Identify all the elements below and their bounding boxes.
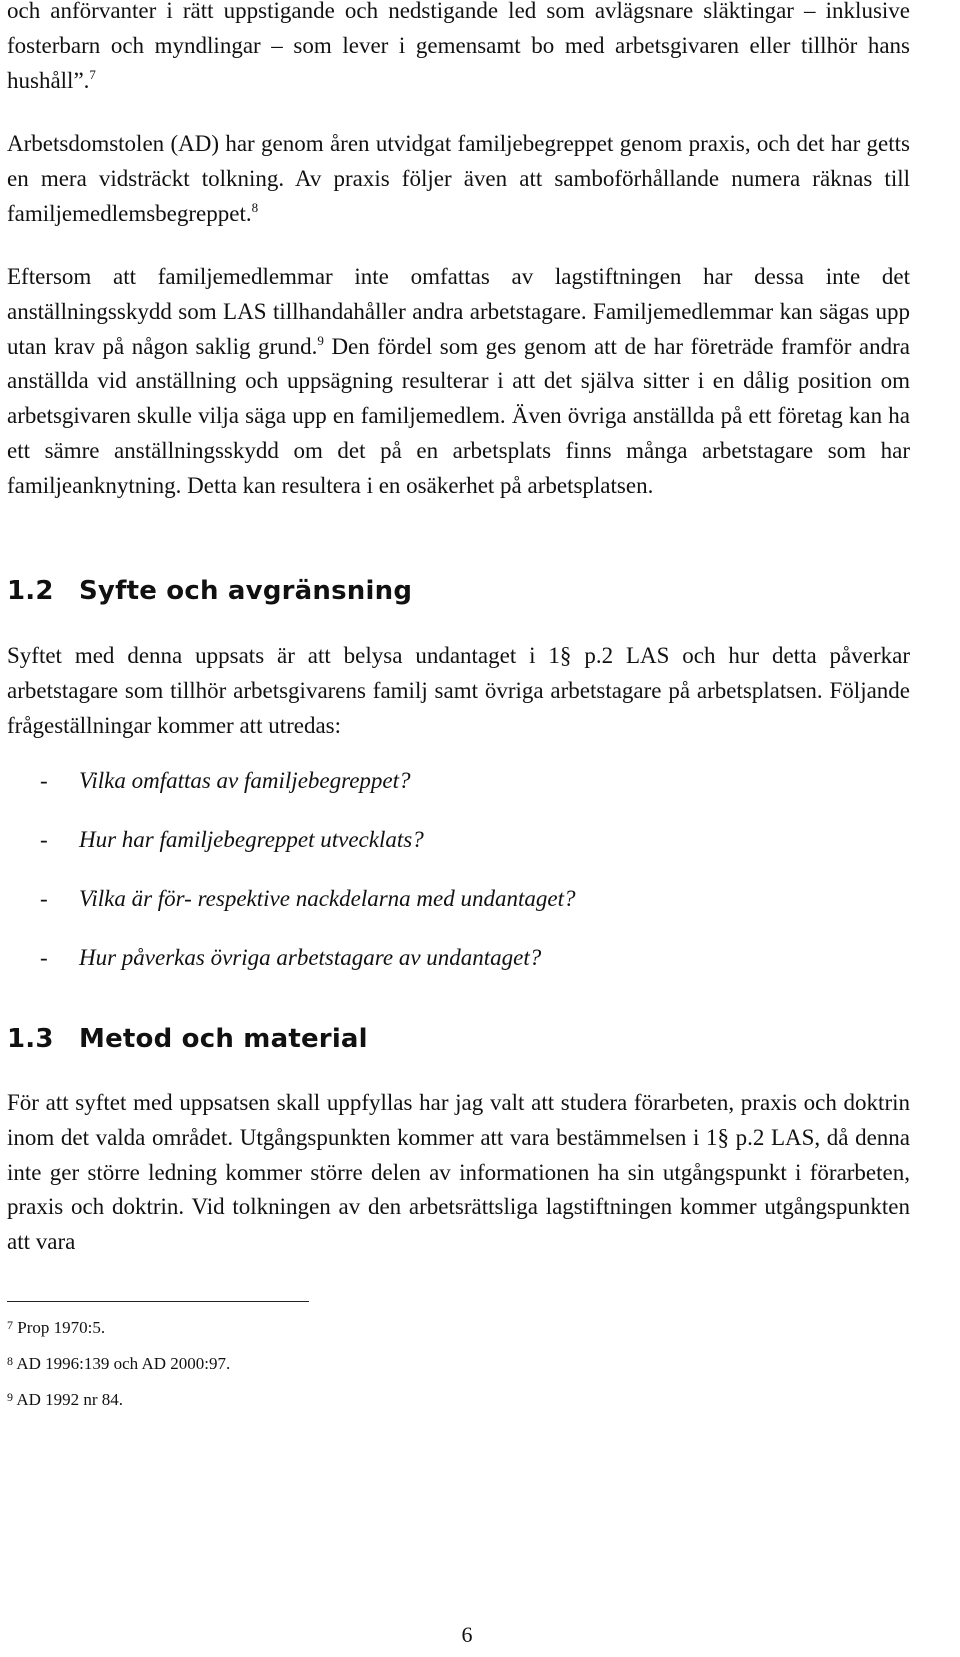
paragraph-text: Eftersom att familjemedlemmar inte omfattas av lagstiftningen har dessa inte det anställningsskydd som LAS tillhandahåller andra arbetstagare. Familjemedlemmar kan sägas upp utan krav på någon saklig grund. — [7, 264, 910, 359]
footnote-number: 7 — [7, 1318, 13, 1332]
list-item — [7, 882, 910, 941]
list-item — [7, 764, 910, 823]
footnote-text: AD 1992 nr 84. — [16, 1390, 124, 1409]
research-questions-list — [7, 764, 910, 1000]
paragraph-text-continued: Den fördel som ges genom att de har företräde framför andra anställda vid anställning och uppsägning resulterar i att det själva sitter i en dålig position om arbetsgivaren skulle vilja säga upp en familjemedlem. Även övriga anställda på ett företag kan ha ett sämre anställningsskydd om det på en arbetsplats finns många arbetstagare som har familjeanknytning. Detta kan resultera i en osäkerhet på arbetsplatsen. — [7, 333, 910, 498]
footnote-text: AD 1996:139 och AD 2000:97. — [16, 1354, 231, 1373]
list-item-text: Hur påverkas övriga arbetstagare av undantaget? — [79, 945, 542, 970]
list-item-text: Vilka är för- respektive nackdelarna med undantaget? — [79, 886, 576, 911]
section-number: 1.2 — [7, 576, 54, 606]
footnote-9 — [7, 1388, 123, 1412]
list-item — [7, 823, 910, 882]
section-number: 1.3 — [7, 1024, 54, 1054]
paragraph-employment-protection — [7, 260, 910, 504]
list-item — [7, 941, 910, 1000]
section-heading-method — [7, 1022, 368, 1056]
list-dash: - — [40, 945, 48, 970]
paragraph-purpose — [7, 639, 910, 743]
paragraph-ad-practice — [7, 127, 910, 231]
list-dash: - — [40, 886, 48, 911]
footnote-7 — [7, 1316, 105, 1340]
footnote-separator — [7, 1301, 309, 1302]
section-heading-purpose — [7, 574, 412, 608]
footnote-ref-9: 9 — [317, 332, 324, 348]
section-title: Metod och material — [79, 1024, 368, 1054]
footnote-8 — [7, 1352, 230, 1376]
paragraph-family-definition — [7, 0, 910, 98]
paragraph-text: Syftet med denna uppsats är att belysa undantaget i 1§ p.2 LAS och hur detta påverkar arbetstagare som tillhör arbetsgivarens familj samt övriga arbetstagare på arbetsplatsen. Följande frågeställningar kommer att utredas: — [7, 643, 910, 738]
paragraph-text: Arbetsdomstolen (AD) har genom åren utvidgat familjebegreppet genom praxis, och det har getts en mera vidsträckt tolkning. Av praxis följer även att samboförhållande numera räknas till familjemedlemsbegreppet. — [7, 131, 910, 226]
footnote-ref-8: 8 — [251, 199, 259, 215]
section-title: Syfte och avgränsning — [79, 576, 413, 606]
list-item-text: Vilka omfattas av familjebegreppet? — [79, 768, 411, 793]
list-item-text: Hur har familjebegreppet utvecklats? — [79, 827, 424, 852]
paragraph-text: För att syftet med uppsatsen skall uppfyllas har jag valt att studera förarbeten, praxis och doktrin inom det valda området. Utgångspunkten kommer att vara bestämmelsen i 1§ p.2 LAS, då denna inte ger större ledning kommer större delen av informationen ha sin utgångspunkt i förarbeten, praxis och doktrin. Vid tolkningen av den arbetsrättsliga lagstiftningen kommer utgångspunkten att vara — [7, 1090, 910, 1255]
footnote-number: 8 — [7, 1354, 13, 1368]
paragraph-text: och anförvanter i rätt uppstigande och nedstigande led som avlägsnare släktingar – inklusive fosterbarn och myndlingar – som lever i gemensamt bo med arbetsgivaren eller tillhör hans hushåll”. — [7, 0, 910, 93]
footnote-text: Prop 1970:5. — [17, 1318, 106, 1337]
paragraph-method — [7, 1086, 910, 1260]
page-number: 6 — [461, 1622, 473, 1647]
list-dash: - — [40, 768, 48, 793]
footnote-ref-7: 7 — [89, 66, 96, 82]
footnote-number: 9 — [7, 1390, 13, 1404]
list-dash: - — [40, 827, 48, 852]
